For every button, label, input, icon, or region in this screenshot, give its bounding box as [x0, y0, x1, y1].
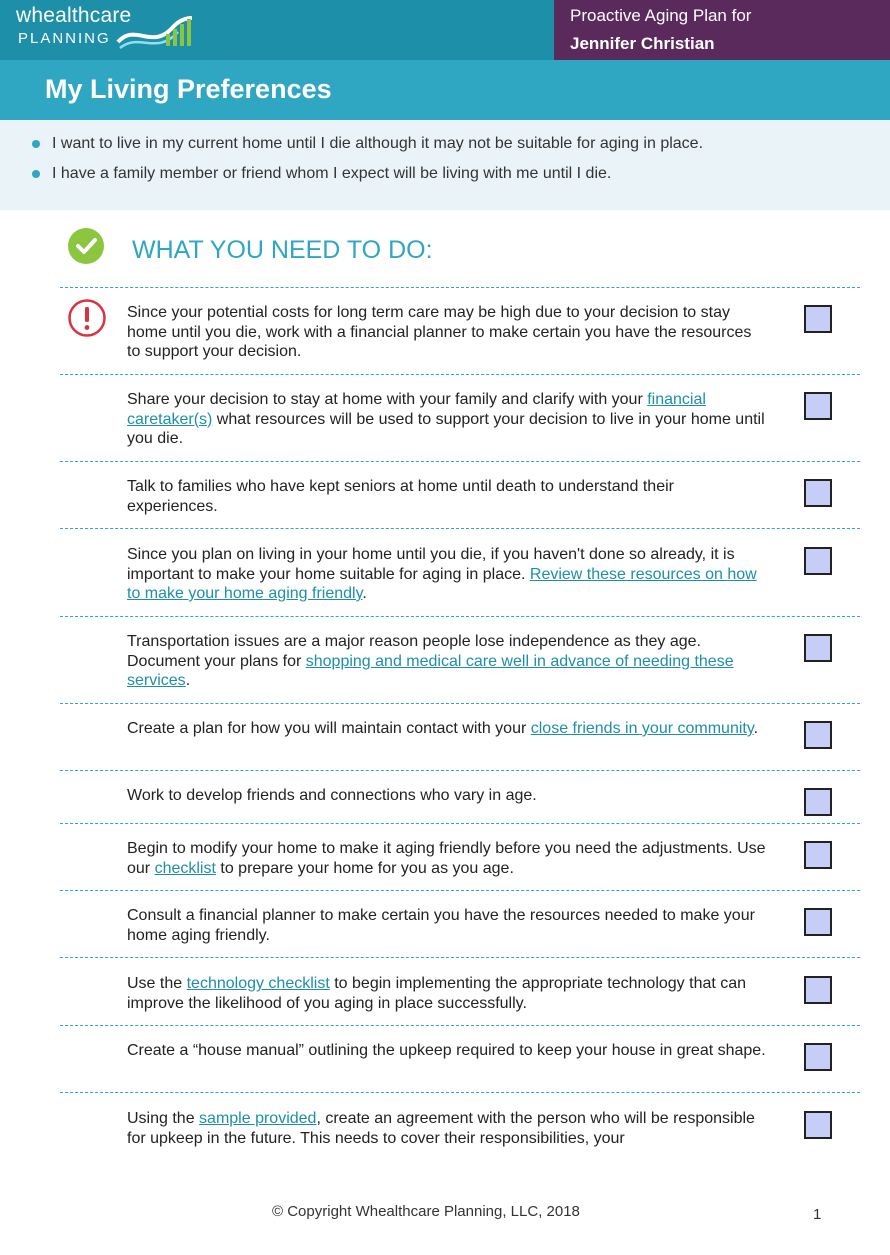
task-text: Begin to modify your home to make it aging friendly before you need the adjustments. Use our	[127, 840, 766, 877]
task-text: .	[185, 672, 191, 689]
task-text: Since you plan on living in your home until you die, if you haven't done so already, it is important to make your home suitable for aging in place.	[127, 546, 735, 583]
preference-item	[52, 165, 611, 183]
sample-provided-link[interactable]: sample provided	[199, 1110, 317, 1127]
divider	[60, 1025, 860, 1026]
task-text: Consult a financial planner to make certain you have the resources needed to make your home aging friendly.	[127, 907, 755, 944]
task-item	[127, 477, 767, 516]
task-checkbox[interactable]	[804, 634, 832, 662]
divider	[60, 770, 860, 771]
divider	[60, 890, 860, 891]
page-number: 1	[813, 1206, 822, 1223]
task-checkbox[interactable]	[804, 392, 832, 420]
top-bar	[0, 0, 890, 60]
task-item	[127, 632, 767, 691]
task-text: to begin implementing the appropriate technology that can improve the likelihood of you aging in place successfully.	[127, 975, 747, 1012]
task-item	[127, 906, 767, 945]
preference-item	[52, 135, 703, 153]
financial-caretaker-link[interactable]: financial caretaker(s)	[127, 391, 706, 428]
task-text: .	[753, 720, 759, 737]
task-text: Since your potential costs for long term care may be high due to your decision to stay home until you die, work with a financial planner to make certain you have the resources to support your decision.	[127, 304, 752, 360]
task-checkbox[interactable]	[804, 841, 832, 869]
divider	[60, 1092, 860, 1093]
task-text: Talk to families who have kept seniors at home until death to understand their experiences.	[127, 478, 674, 515]
task-text: Use the	[127, 975, 187, 992]
task-item	[127, 974, 767, 1013]
preference-text: I have a family member or friend whom I expect will be living with me until I die.	[52, 165, 612, 182]
task-item	[127, 719, 767, 739]
task-text: Share your decision to stay at home with your family and clarify with your	[127, 391, 648, 408]
divider	[60, 823, 860, 824]
task-checkbox[interactable]	[804, 908, 832, 936]
task-text: , create an agreement with the person who will be responsible for upkeep in the future. This needs to cover their responsibilities, your	[127, 1110, 755, 1147]
task-checkbox[interactable]	[804, 1111, 832, 1139]
plan-label: Proactive Aging Plan for	[570, 6, 752, 25]
task-text: Transportation issues are a major reason people lose independence as they age. Document your plans for	[127, 633, 701, 670]
aging-friendly-resources-link[interactable]: Review these resources on how to make your home aging friendly	[127, 565, 757, 602]
bullet-icon	[32, 170, 40, 178]
task-text: what resources will be used to support your decision to live in your home until you die.	[127, 410, 765, 447]
task-checkbox[interactable]	[804, 788, 832, 816]
task-item	[127, 1041, 767, 1061]
technology-checklist-link[interactable]: technology checklist	[186, 975, 330, 992]
task-item	[127, 786, 767, 806]
task-text: .	[362, 585, 367, 602]
task-item	[127, 545, 767, 604]
company-logo[interactable]	[16, 4, 196, 56]
task-text: Create a “house manual” outlining the upkeep required to keep your house in great shape.	[127, 1042, 766, 1059]
task-checkbox[interactable]	[804, 547, 832, 575]
title-band	[0, 60, 890, 120]
task-item	[127, 839, 767, 878]
task-item	[127, 303, 767, 362]
task-text: Using the	[127, 1110, 200, 1127]
page-title: My Living Preferences	[45, 74, 332, 104]
divider	[60, 461, 860, 462]
task-checkbox[interactable]	[804, 479, 832, 507]
bullet-icon	[32, 140, 40, 148]
task-text: Create a plan for how you will maintain contact with your	[127, 720, 531, 737]
task-text: Work to develop friends and connections who vary in age.	[127, 787, 537, 804]
copyright: © Copyright Whealthcare Planning, LLC, 2018	[272, 1203, 580, 1220]
logo-subtitle: PLANNING	[18, 30, 111, 47]
divider	[60, 528, 860, 529]
task-checkbox[interactable]	[804, 1043, 832, 1071]
divider	[60, 703, 860, 704]
preferences-panel	[0, 120, 890, 210]
task-checkbox[interactable]	[804, 305, 832, 333]
logo-graph-icon	[116, 12, 194, 52]
todo-title: WHAT YOU NEED TO DO:	[132, 236, 433, 264]
close-friends-link[interactable]: close friends in your community	[530, 720, 754, 737]
shopping-medical-link[interactable]: shopping and medical care well in advance of needing these services	[127, 652, 734, 689]
task-text: to prepare your home for you as you age.	[215, 859, 514, 877]
task-item	[127, 1109, 767, 1148]
checklist-link[interactable]: checklist	[154, 859, 216, 877]
alert-icon	[67, 298, 107, 338]
divider	[60, 616, 860, 617]
logo-wordmark: whealthcare	[16, 4, 132, 27]
task-item	[127, 390, 767, 449]
preference-text: I want to live in my current home until I die although it may not be suitable for aging in place.	[52, 135, 704, 152]
plan-header	[554, 0, 890, 60]
divider	[60, 957, 860, 958]
checkmark-icon	[68, 228, 104, 264]
divider	[60, 287, 860, 288]
task-checkbox[interactable]	[804, 976, 832, 1004]
task-checkbox[interactable]	[804, 721, 832, 749]
divider	[60, 374, 860, 375]
client-name: Jennifer Christian	[570, 34, 715, 53]
